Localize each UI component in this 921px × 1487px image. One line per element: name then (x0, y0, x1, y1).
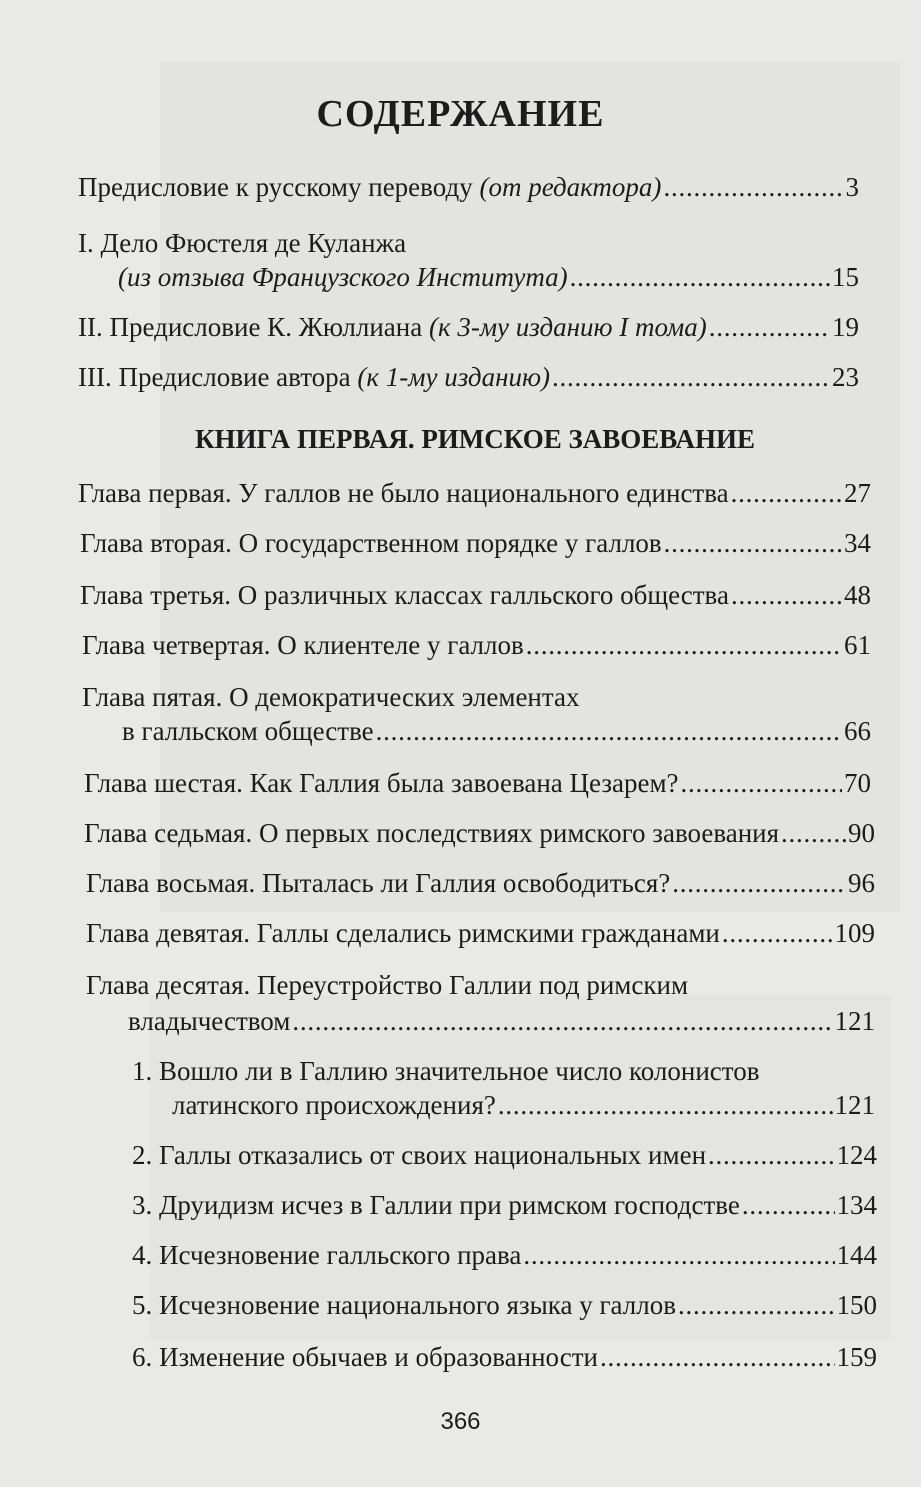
toc-entry-label: 6. Изменение обычаев и образованности (132, 1342, 598, 1372)
toc-entry-page: 124 (836, 1140, 877, 1170)
toc-entry-label: Глава первая. У галлов не было национального единства (78, 478, 729, 508)
leader-dots (731, 580, 842, 611)
toc-entry-label: Глава девятая. Галлы сделались римскими гражданами (86, 918, 720, 948)
leader-dots (742, 1190, 835, 1221)
leader-dots (570, 262, 830, 293)
toc-entry (80, 528, 871, 559)
toc-entry (78, 478, 871, 509)
toc-entry-page: 27 (844, 478, 871, 508)
toc-entry-page: 48 (844, 580, 871, 610)
leader-dots (663, 172, 843, 203)
leader-dots (678, 1290, 835, 1321)
leader-dots (526, 630, 842, 661)
toc-entry (84, 818, 875, 849)
toc-entry-label: Глава третья. О различных классах галльского общества (80, 580, 729, 610)
toc-entry-page: 109 (834, 918, 875, 948)
toc-entry-line1: Глава пятая. О демократических элементах (82, 682, 580, 712)
toc-entry-line1: I. Дело Фюстеля де Куланжа (78, 228, 407, 258)
toc-entry-line1: 1. Вошло ли в Галлию значительное число колонистов (132, 1056, 760, 1086)
toc-entry-page: 23 (832, 362, 859, 392)
leader-dots (708, 1140, 834, 1171)
toc-entry (86, 868, 875, 899)
toc-entry-label: 3. Друидизм исчез в Галлии при римском господстве (132, 1190, 740, 1220)
toc-entry-page: 144 (836, 1240, 877, 1270)
toc-entry (80, 580, 871, 611)
toc-entry-label: Глава седьмая. О первых последствиях римского завоевания (84, 818, 780, 848)
toc-entry (122, 716, 871, 747)
toc-entry-label: владычеством (128, 1006, 291, 1036)
toc-entry-page: 121 (834, 1090, 875, 1120)
leader-dots (498, 1090, 833, 1121)
leader-dots (731, 478, 842, 509)
toc-entry-page: 3 (845, 172, 859, 202)
toc-entry-page: 66 (844, 716, 871, 746)
toc-entry-label: III. Предисловие автора (к 1-му изданию) (78, 362, 551, 392)
toc-entry (132, 1240, 877, 1271)
toc-entry-label: Глава шестая. Как Галлия была завоевана Цезарем? (84, 768, 679, 798)
toc-entry-page: 34 (844, 528, 871, 558)
toc-entry (128, 1006, 875, 1037)
leader-dots (709, 312, 830, 343)
toc-entry (132, 1190, 877, 1221)
toc-entry-label: Предисловие к русскому переводу (от редактора) (78, 172, 662, 202)
leader-dots (781, 818, 846, 849)
toc-entry-page: 90 (848, 818, 875, 848)
toc-entry-page: 96 (848, 868, 875, 898)
toc-entry-page: 15 (832, 262, 859, 292)
toc-entry-label: в галльском обществе (122, 716, 374, 746)
toc-entry-page: 19 (832, 312, 859, 342)
toc-entry (132, 1342, 877, 1373)
leader-dots (552, 362, 830, 393)
toc-entry-label: Глава четвертая. О клиентеле у галлов (82, 630, 524, 660)
toc-entry (78, 312, 859, 343)
leader-dots (722, 918, 833, 949)
toc-entry (84, 768, 871, 799)
toc-entry-label: 2. Галлы отказались от своих национальных имен (132, 1140, 707, 1170)
leader-dots (681, 768, 842, 799)
toc-entry-label: II. Предисловие К. Жюллиана (к 3-му изданию I тома) (78, 312, 707, 342)
book-heading: КНИГА ПЕРВАЯ. РИМСКОЕ ЗАВОЕВАНИЕ (194, 424, 756, 454)
toc-entry-label: 5. Исчезновение национального языка у галлов (132, 1290, 676, 1320)
toc-title: СОДЕРЖАНИЕ (316, 93, 605, 135)
toc-entry-label: Глава восьмая. Пыталась ли Галлия освободиться? (86, 868, 671, 898)
toc-entry-page: 159 (836, 1342, 877, 1372)
toc-entry (86, 918, 875, 949)
toc-entry-page: 61 (844, 630, 871, 660)
leader-dots (664, 528, 842, 559)
toc-entry (172, 1090, 875, 1121)
toc-entry-page: 121 (834, 1006, 875, 1036)
toc-entry (78, 362, 859, 393)
toc-entry (132, 1140, 877, 1171)
toc-entry-label: 4. Исчезновение галльского права (132, 1240, 522, 1270)
leader-dots (672, 868, 846, 899)
toc-entry (118, 262, 859, 293)
toc-entry (132, 1290, 877, 1321)
toc-entry-label: Глава вторая. О государственном порядке у галлов (80, 528, 662, 558)
leader-dots (523, 1240, 834, 1271)
toc-entry-page: 150 (836, 1290, 877, 1320)
toc-entry (78, 172, 859, 203)
toc-entry-line1: Глава десятая. Переустройство Галлии под римским (86, 970, 689, 1000)
toc-entry (82, 630, 871, 661)
toc-entry-page: 134 (836, 1190, 877, 1220)
leader-dots (376, 716, 842, 747)
toc-entry-label: латинского происхождения? (172, 1090, 496, 1120)
leader-dots (292, 1006, 832, 1037)
toc-entry-label: (из отзыва Французского Института) (118, 262, 568, 292)
toc-entry-page: 70 (844, 768, 871, 798)
page-number: 366 (440, 1408, 481, 1435)
leader-dots (600, 1342, 835, 1373)
